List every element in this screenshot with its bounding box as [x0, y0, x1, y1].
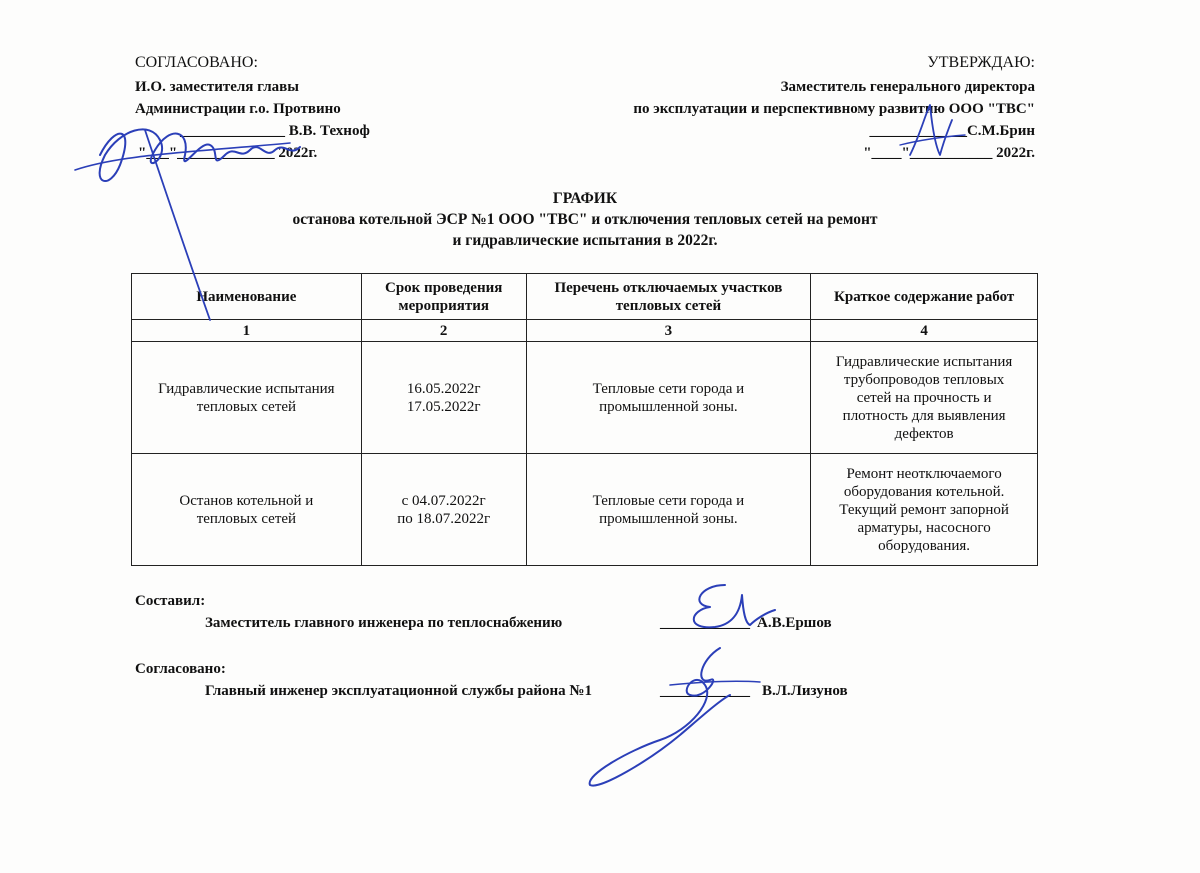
schedule-table [131, 273, 1038, 566]
signature-compiled-image [670, 575, 780, 645]
column-number: 4 [811, 320, 1038, 342]
compiled-label: Составил: [135, 593, 206, 609]
table-row [132, 454, 1038, 566]
cell-content: Гидравлические испытания трубопроводов тепловых сетей на прочность и плотность для выявления дефектов [811, 342, 1038, 454]
column-number: 3 [526, 320, 811, 342]
header-cell-sections: Перечень отключаемых участков тепловых сетей [526, 274, 811, 320]
approval-left-date: "___"_____________ 2022г. [138, 145, 318, 161]
header-cell-content: Краткое содержание работ [811, 274, 1038, 320]
title-line-2: останова котельной ЭСР №1 ООО "ТВС" и отключения тепловых сетей на ремонт [292, 211, 878, 228]
title-line-3: и гидравлические испытания в 2022г. [452, 232, 718, 249]
document-title [130, 188, 1040, 251]
agreed-name: В.Л.Лизунов [762, 683, 848, 699]
approval-right-heading: УТВЕРЖДАЮ: [927, 54, 1035, 71]
header-cell-period: Срок проведения мероприятия [361, 274, 526, 320]
signature-agreed-image [570, 640, 770, 790]
approval-right-position-1: Заместитель генерального директора [780, 79, 1035, 95]
compiled-position: Заместитель главного инженера по теплоснабжению [205, 615, 563, 631]
cell-name: Останов котельной и тепловых сетей [132, 454, 362, 566]
cell-name: Гидравлические испытания тепловых сетей [132, 342, 362, 454]
table-header-row [132, 274, 1038, 320]
header-cell-name: Наименование [132, 274, 362, 320]
compiled-sign-line: ____________ [660, 615, 750, 631]
agreed-position: Главный инженер эксплуатационной службы района №1 [205, 683, 592, 699]
table-number-row [132, 320, 1038, 342]
cell-period: с 04.07.2022г по 18.07.2022г [361, 454, 526, 566]
table-row [132, 342, 1038, 454]
approval-left-position-2: Администрации г.о. Протвино [135, 101, 341, 117]
approval-right-date: "____"___________ 2022г. [863, 145, 1035, 161]
approval-left-position-1: И.О. заместителя главы [135, 79, 299, 95]
cell-content: Ремонт неотключаемого оборудования котельной. Текущий ремонт запорной арматуры, насосного оборудования. [811, 454, 1038, 566]
agreed-sign-line: ____________ [660, 683, 750, 699]
approval-left-name: ______________ В.В. Техноф [180, 123, 370, 139]
cell-period: 16.05.2022г 17.05.2022г [361, 342, 526, 454]
agreed-label: Согласовано: [135, 661, 226, 677]
cell-sections: Тепловые сети города и промышленной зоны. [526, 342, 811, 454]
approval-left-heading: СОГЛАСОВАНО: [135, 54, 258, 71]
approval-right-name: _____________С.М.Брин [869, 123, 1035, 139]
title-line-1: ГРАФИК [552, 190, 618, 207]
cell-sections: Тепловые сети города и промышленной зоны. [526, 454, 811, 566]
column-number: 1 [132, 320, 362, 342]
approval-right-position-2: по эксплуатации и перспективному развитию ООО "ТВС" [633, 101, 1035, 117]
column-number: 2 [361, 320, 526, 342]
compiled-name: А.В.Ершов [757, 615, 832, 631]
